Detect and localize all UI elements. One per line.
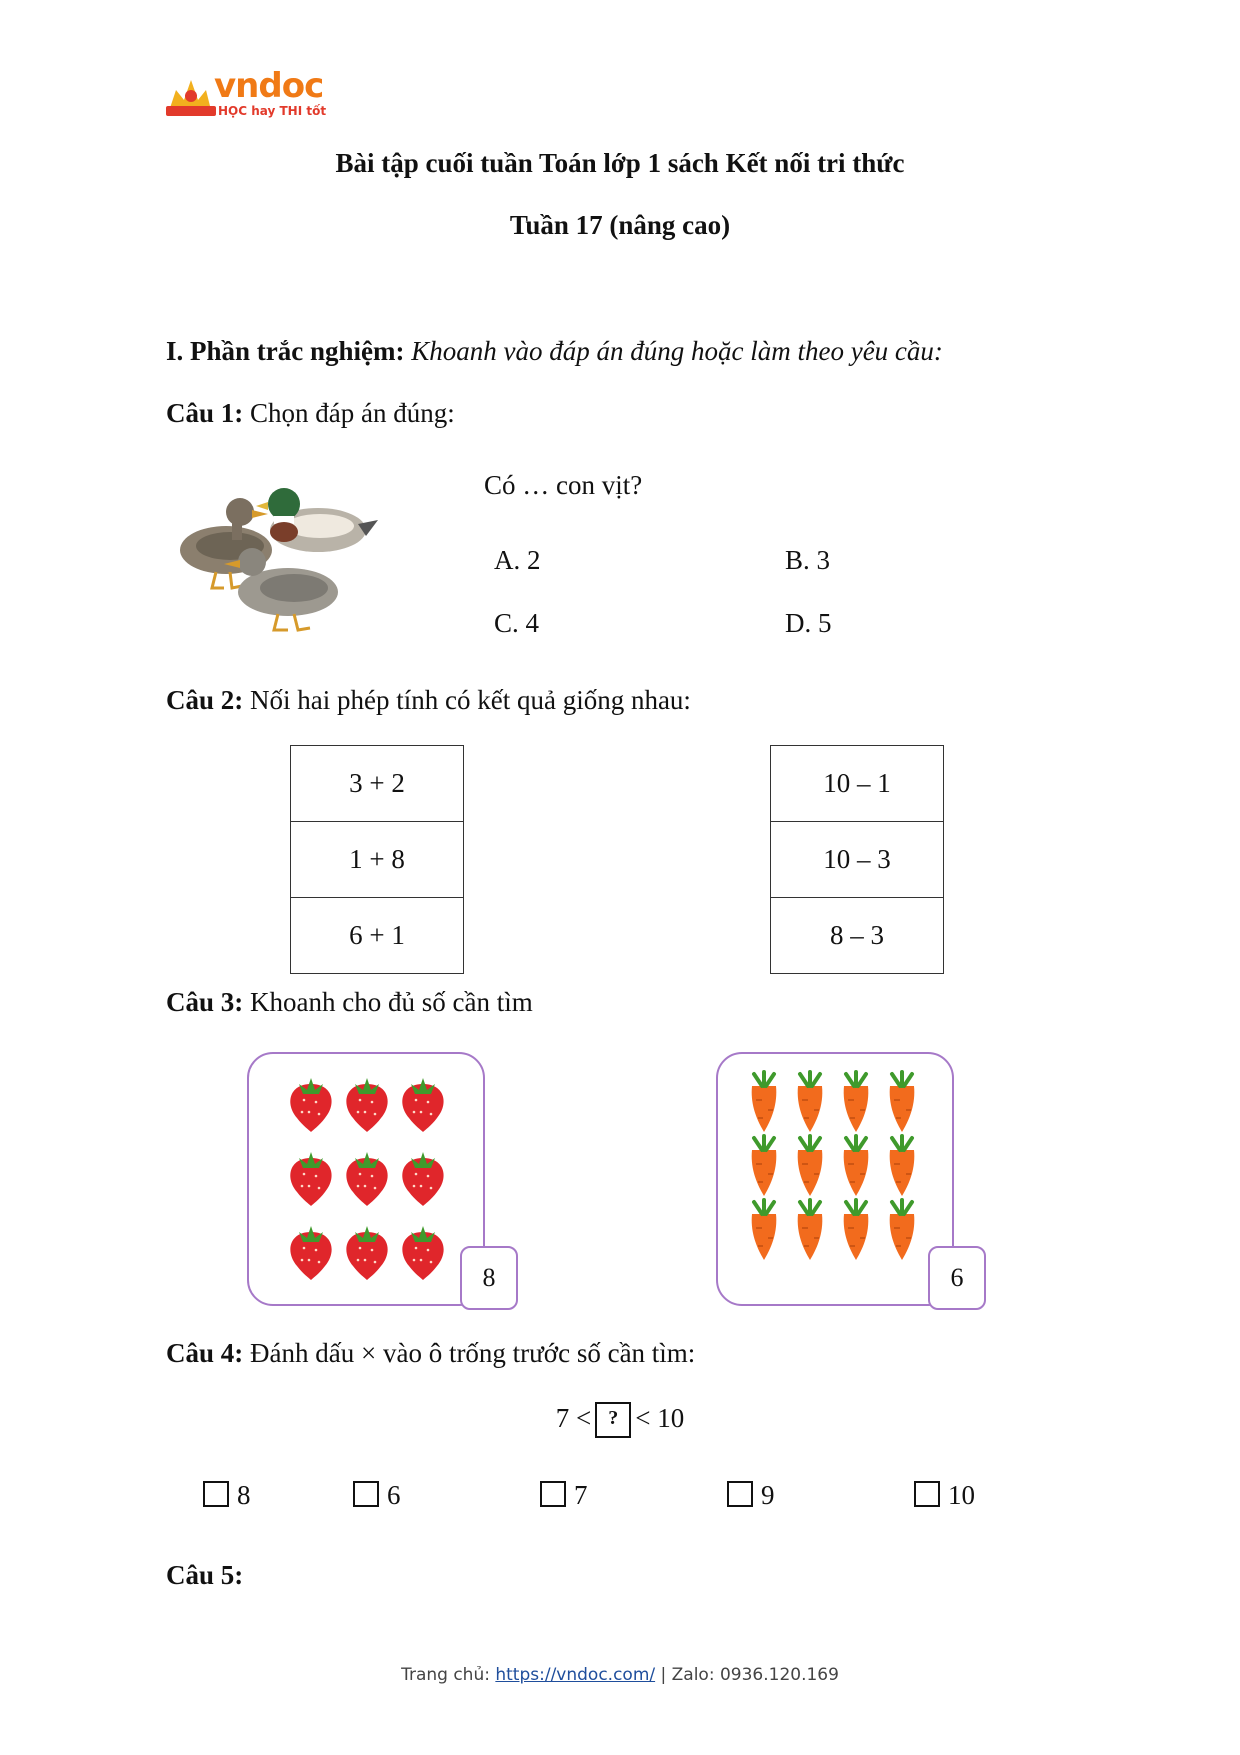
q2-left-cell[interactable]: 6 + 1: [291, 898, 464, 974]
footer-link[interactable]: https://vndoc.com/: [495, 1665, 656, 1685]
q4-choice[interactable]: [353, 1480, 401, 1511]
strawberry-panel[interactable]: [247, 1052, 485, 1306]
q4-choice[interactable]: [203, 1480, 251, 1511]
section-heading: [166, 336, 943, 367]
q4-expr-right: < 10: [635, 1403, 685, 1433]
footer-prefix: Trang chủ:: [401, 1665, 490, 1685]
strawberry-count-box: 8: [460, 1246, 518, 1310]
carrot-icon: [890, 1200, 915, 1260]
q3-label: Câu 3:: [166, 987, 244, 1017]
carrot-icon: [844, 1136, 869, 1196]
checkbox-icon[interactable]: [914, 1481, 940, 1507]
q1-option-c[interactable]: C. 4: [494, 608, 540, 638]
carrot-icon: [890, 1072, 915, 1132]
ducks-illustration: [168, 480, 388, 636]
carrot-count-box: 6: [928, 1246, 986, 1310]
logo-tagline: HỌC hay THI tốt: [218, 104, 327, 118]
q2-left-cell[interactable]: 3 + 2: [291, 746, 464, 822]
carrot-icon: [798, 1136, 823, 1196]
logo-wordmark: vndoc: [214, 66, 324, 106]
q4-choice[interactable]: [914, 1480, 975, 1511]
strawberry-icon: [290, 1226, 331, 1280]
footer-suffix: | Zalo: 0936.120.169: [660, 1665, 839, 1685]
strawberry-icon: [346, 1078, 387, 1132]
carrot-icon: [752, 1136, 777, 1196]
q4-choice-label: 7: [574, 1480, 588, 1510]
q4-choice[interactable]: [727, 1480, 775, 1511]
q1-label: Câu 1:: [166, 398, 244, 428]
carrot-panel[interactable]: [716, 1052, 954, 1306]
q4-choice-label: 6: [387, 1480, 401, 1510]
carrot-icon: [798, 1200, 823, 1260]
q2-right-cell[interactable]: 10 – 3: [771, 822, 944, 898]
q4-expr-left: 7 <: [555, 1403, 592, 1433]
q4-text: Đánh dấu × vào ô trống trước số cần tìm:: [250, 1338, 696, 1368]
q4-question-box: ?: [595, 1402, 631, 1438]
strawberry-grid: [249, 1054, 483, 1304]
page-footer: [0, 1665, 1240, 1685]
q1-text: Chọn đáp án đúng:: [250, 398, 455, 428]
carrot-icon: [798, 1072, 823, 1132]
carrot-icon: [844, 1072, 869, 1132]
strawberry-icon: [346, 1226, 387, 1280]
q2-text: Nối hai phép tính có kết quả giống nhau:: [250, 685, 691, 715]
section-label: I. Phần trắc nghiệm:: [166, 336, 405, 366]
q2-left-cell[interactable]: 1 + 8: [291, 822, 464, 898]
q4-heading: [166, 1338, 695, 1369]
strawberry-icon: [402, 1078, 443, 1132]
q1-heading: [166, 398, 455, 429]
strawberry-icon: [402, 1226, 443, 1280]
checkbox-icon[interactable]: [353, 1481, 379, 1507]
q1-option-b[interactable]: B. 3: [785, 545, 831, 575]
strawberry-icon: [346, 1152, 387, 1206]
q4-choice-label: 9: [761, 1480, 775, 1510]
q4-choice-label: 8: [237, 1480, 251, 1510]
q2-label: Câu 2:: [166, 685, 244, 715]
q4-expression: [0, 1402, 1240, 1438]
carrot-icon: [752, 1072, 777, 1132]
checkbox-icon[interactable]: [727, 1481, 753, 1507]
q2-heading: [166, 685, 691, 716]
q1-option-d[interactable]: D. 5: [785, 608, 832, 638]
q4-choice[interactable]: [540, 1480, 588, 1511]
carrot-icon: [844, 1200, 869, 1260]
q2-right-table: [770, 745, 944, 974]
q4-label: Câu 4:: [166, 1338, 244, 1368]
q3-heading: [166, 987, 533, 1018]
duck-icon: [224, 548, 338, 630]
strawberry-icon: [402, 1152, 443, 1206]
q4-choice-label: 10: [948, 1480, 975, 1510]
carrot-icon: [890, 1136, 915, 1196]
checkbox-icon[interactable]: [540, 1481, 566, 1507]
page-subtitle: Tuần 17 (nâng cao): [509, 210, 731, 240]
section-instruction: Khoanh vào đáp án đúng hoặc làm theo yêu cầu:: [411, 336, 943, 366]
q1-option-a[interactable]: A. 2: [494, 545, 541, 575]
q2-left-table: [290, 745, 464, 974]
strawberry-icon: [290, 1152, 331, 1206]
carrot-grid: [718, 1054, 952, 1304]
strawberry-icon: [290, 1078, 331, 1132]
q2-right-cell[interactable]: 8 – 3: [771, 898, 944, 974]
q1-question: Có … con vịt?: [484, 470, 643, 500]
q3-text: Khoanh cho đủ số cần tìm: [250, 987, 533, 1017]
q5-label: Câu 5:: [166, 1560, 244, 1590]
duck-icon: [256, 488, 378, 552]
carrot-icon: [752, 1200, 777, 1260]
checkbox-icon[interactable]: [203, 1481, 229, 1507]
page-title: Bài tập cuối tuần Toán lớp 1 sách Kết nối tri thức: [335, 148, 905, 178]
q2-right-cell[interactable]: 10 – 1: [771, 746, 944, 822]
